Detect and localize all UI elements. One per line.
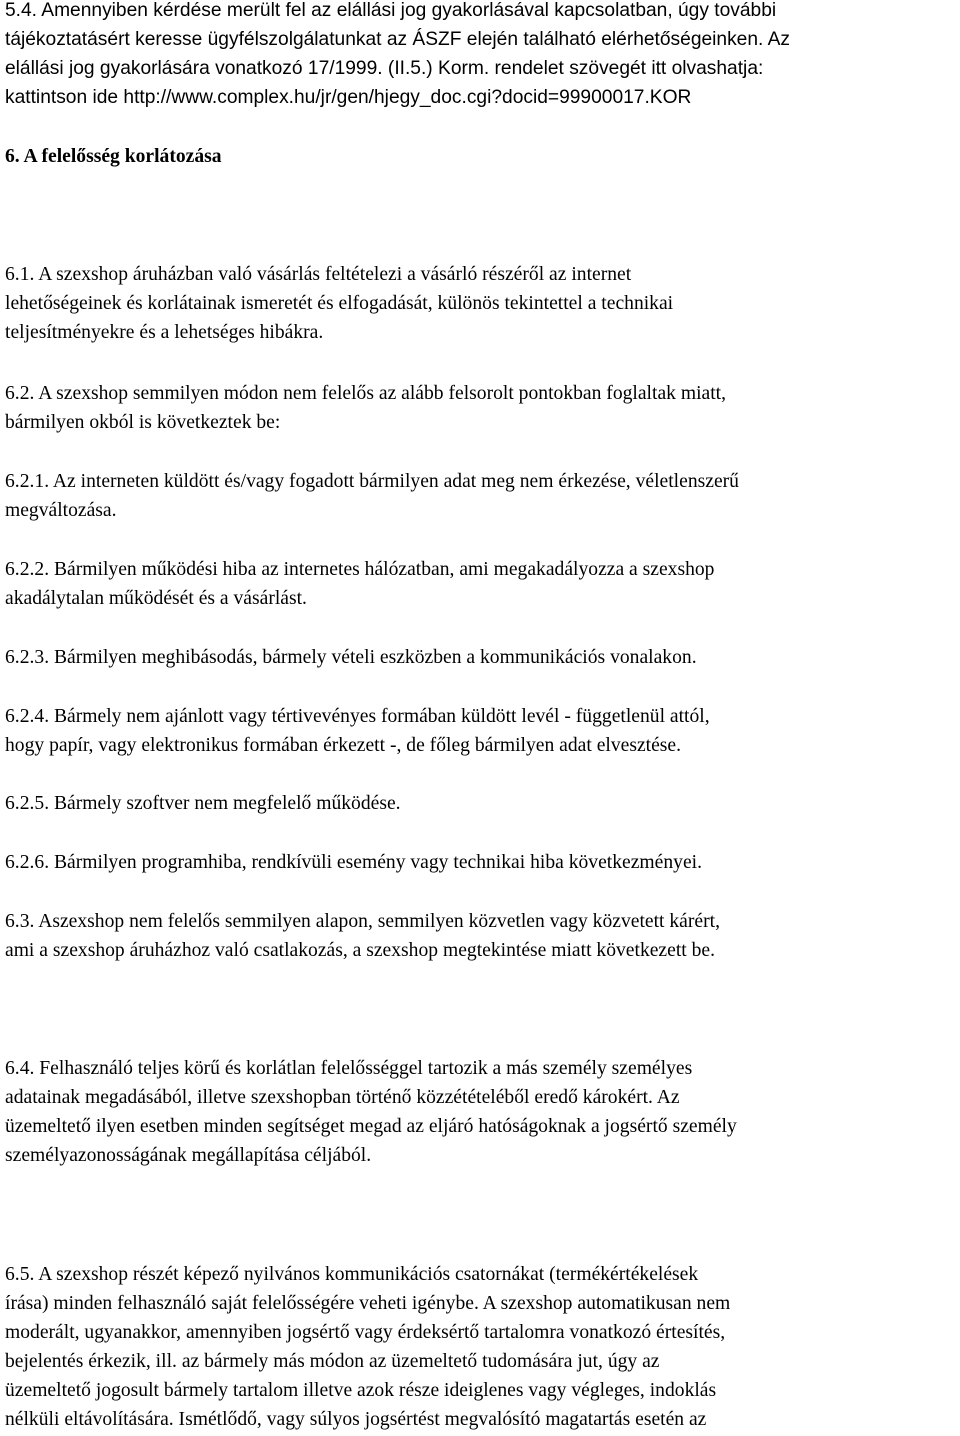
text-line: elállási jog gyakorlására vonatkozó 17/1999. (II.5.) Korm. rendelet szövegét itt olvashatja:	[5, 58, 764, 79]
paragraph-6-2-2	[5, 555, 955, 613]
text-line: 6.2.4. Bármely nem ajánlott vagy tértivevényes formában küldött levél - függetlenül attól,	[5, 706, 710, 727]
paragraph-6-2	[5, 379, 955, 437]
text-line: 6.2.1. Az interneten küldött és/vagy fogadott bármilyen adat meg nem érkezése, véletlenszerű	[5, 471, 739, 492]
text-line: akadálytalan működését és a vásárlást.	[5, 588, 307, 609]
text-line: személyazonosságának megállapítása céljából.	[5, 1145, 372, 1166]
text-line: megváltozása.	[5, 500, 117, 521]
text-line: hogy papír, vagy elektronikus formában érkezett -, de főleg bármilyen adat elvesztése.	[5, 735, 682, 756]
text-line: 6.2.3. Bármilyen meghibásodás, bármely vételi eszközben a kommunikációs vonalakon.	[5, 647, 697, 668]
text-line: üzemeltető jogosult bármely tartalom illetve azok része ideiglenes vagy végleges, indoklás	[5, 1380, 717, 1401]
text-line: 6.5. A szexshop részét képező nyilvános kommunikációs csatornákat (termékértékelések	[5, 1264, 699, 1285]
paragraph-6-5	[5, 1260, 955, 1434]
section-heading: 6. A felelősség korlátozása	[5, 146, 222, 167]
paragraph-6-2-3	[5, 643, 955, 672]
text-line: bejelentés érkezik, ill. az bármely más módon az üzemeltető tudomására jut, úgy az	[5, 1351, 660, 1372]
text-line: adatainak megadásából, illetve szexshopban történő közzétételéből eredő károkért. Az	[5, 1087, 680, 1108]
text-line: 6.2.5. Bármely szoftver nem megfelelő működése.	[5, 793, 401, 814]
text-line: tájékoztatásért keresse ügyfélszolgálatunkat az ÁSZF elején található elérhetőségeinken. Az	[5, 29, 791, 50]
paragraph-6-2-5	[5, 789, 955, 818]
text-line: 6.3. Aszexshop nem felelős semmilyen alapon, semmilyen közvetlen vagy közvetett kárért,	[5, 911, 720, 932]
paragraph-6-4	[5, 1054, 955, 1170]
text-line: kattintson ide http://www.complex.hu/jr/gen/hjegy_doc.cgi?docid=99900017.KOR	[5, 87, 692, 108]
paragraph-6-2-6	[5, 848, 955, 877]
text-line: üzemeltető ilyen esetben minden segítséget megad az eljáró hatóságoknak a jogsértő személy	[5, 1116, 737, 1137]
paragraph-6-3	[5, 907, 955, 965]
paragraph-6-1	[5, 260, 955, 347]
text-line: ami a szexshop áruházhoz való csatlakozás, a szexshop megtekintése miatt következett be.	[5, 940, 716, 961]
text-line: 5.4. Amennyiben kérdése merült fel az elállási jog gyakorlásával kapcsolatban, úgy további	[5, 0, 777, 21]
paragraph-5-4	[5, 0, 955, 112]
text-line: 6.2.6. Bármilyen programhiba, rendkívüli esemény vagy technikai hiba következményei.	[5, 852, 703, 873]
text-line: 6.2. A szexshop semmilyen módon nem felelős az alább felsorolt pontokban foglaltak miatt,	[5, 383, 727, 404]
text-line: írása) minden felhasználó saját felelősségére veheti igénybe. A szexshop automatikusan nem	[5, 1293, 731, 1314]
text-line: 6.4. Felhasználó teljes körű és korlátlan felelősséggel tartozik a más személy személyes	[5, 1058, 693, 1079]
text-line: lehetőségeinek és korlátainak ismeretét és elfogadását, különös tekintettel a technikai	[5, 293, 674, 314]
paragraph-6-2-1	[5, 467, 955, 525]
text-line: 6.1. A szexshop áruházban való vásárlás feltételezi a vásárló részéről az internet	[5, 264, 632, 285]
text-line: 6.2.2. Bármilyen működési hiba az internetes hálózatban, ami megakadályozza a szexshop	[5, 559, 715, 580]
paragraph-6-2-4	[5, 702, 955, 760]
text-line: nélküli eltávolítására. Ismétlődő, vagy súlyos jogsértést megvalósító magatartás esetén az	[5, 1409, 707, 1430]
text-line: bármilyen okból is következtek be:	[5, 412, 281, 433]
text-line: moderált, ugyanakkor, amennyiben jogsértő vagy érdeksértő tartalomra vonatkozó értesítés,	[5, 1322, 726, 1343]
text-line: teljesítményekre és a lehetséges hibákra.	[5, 322, 324, 343]
